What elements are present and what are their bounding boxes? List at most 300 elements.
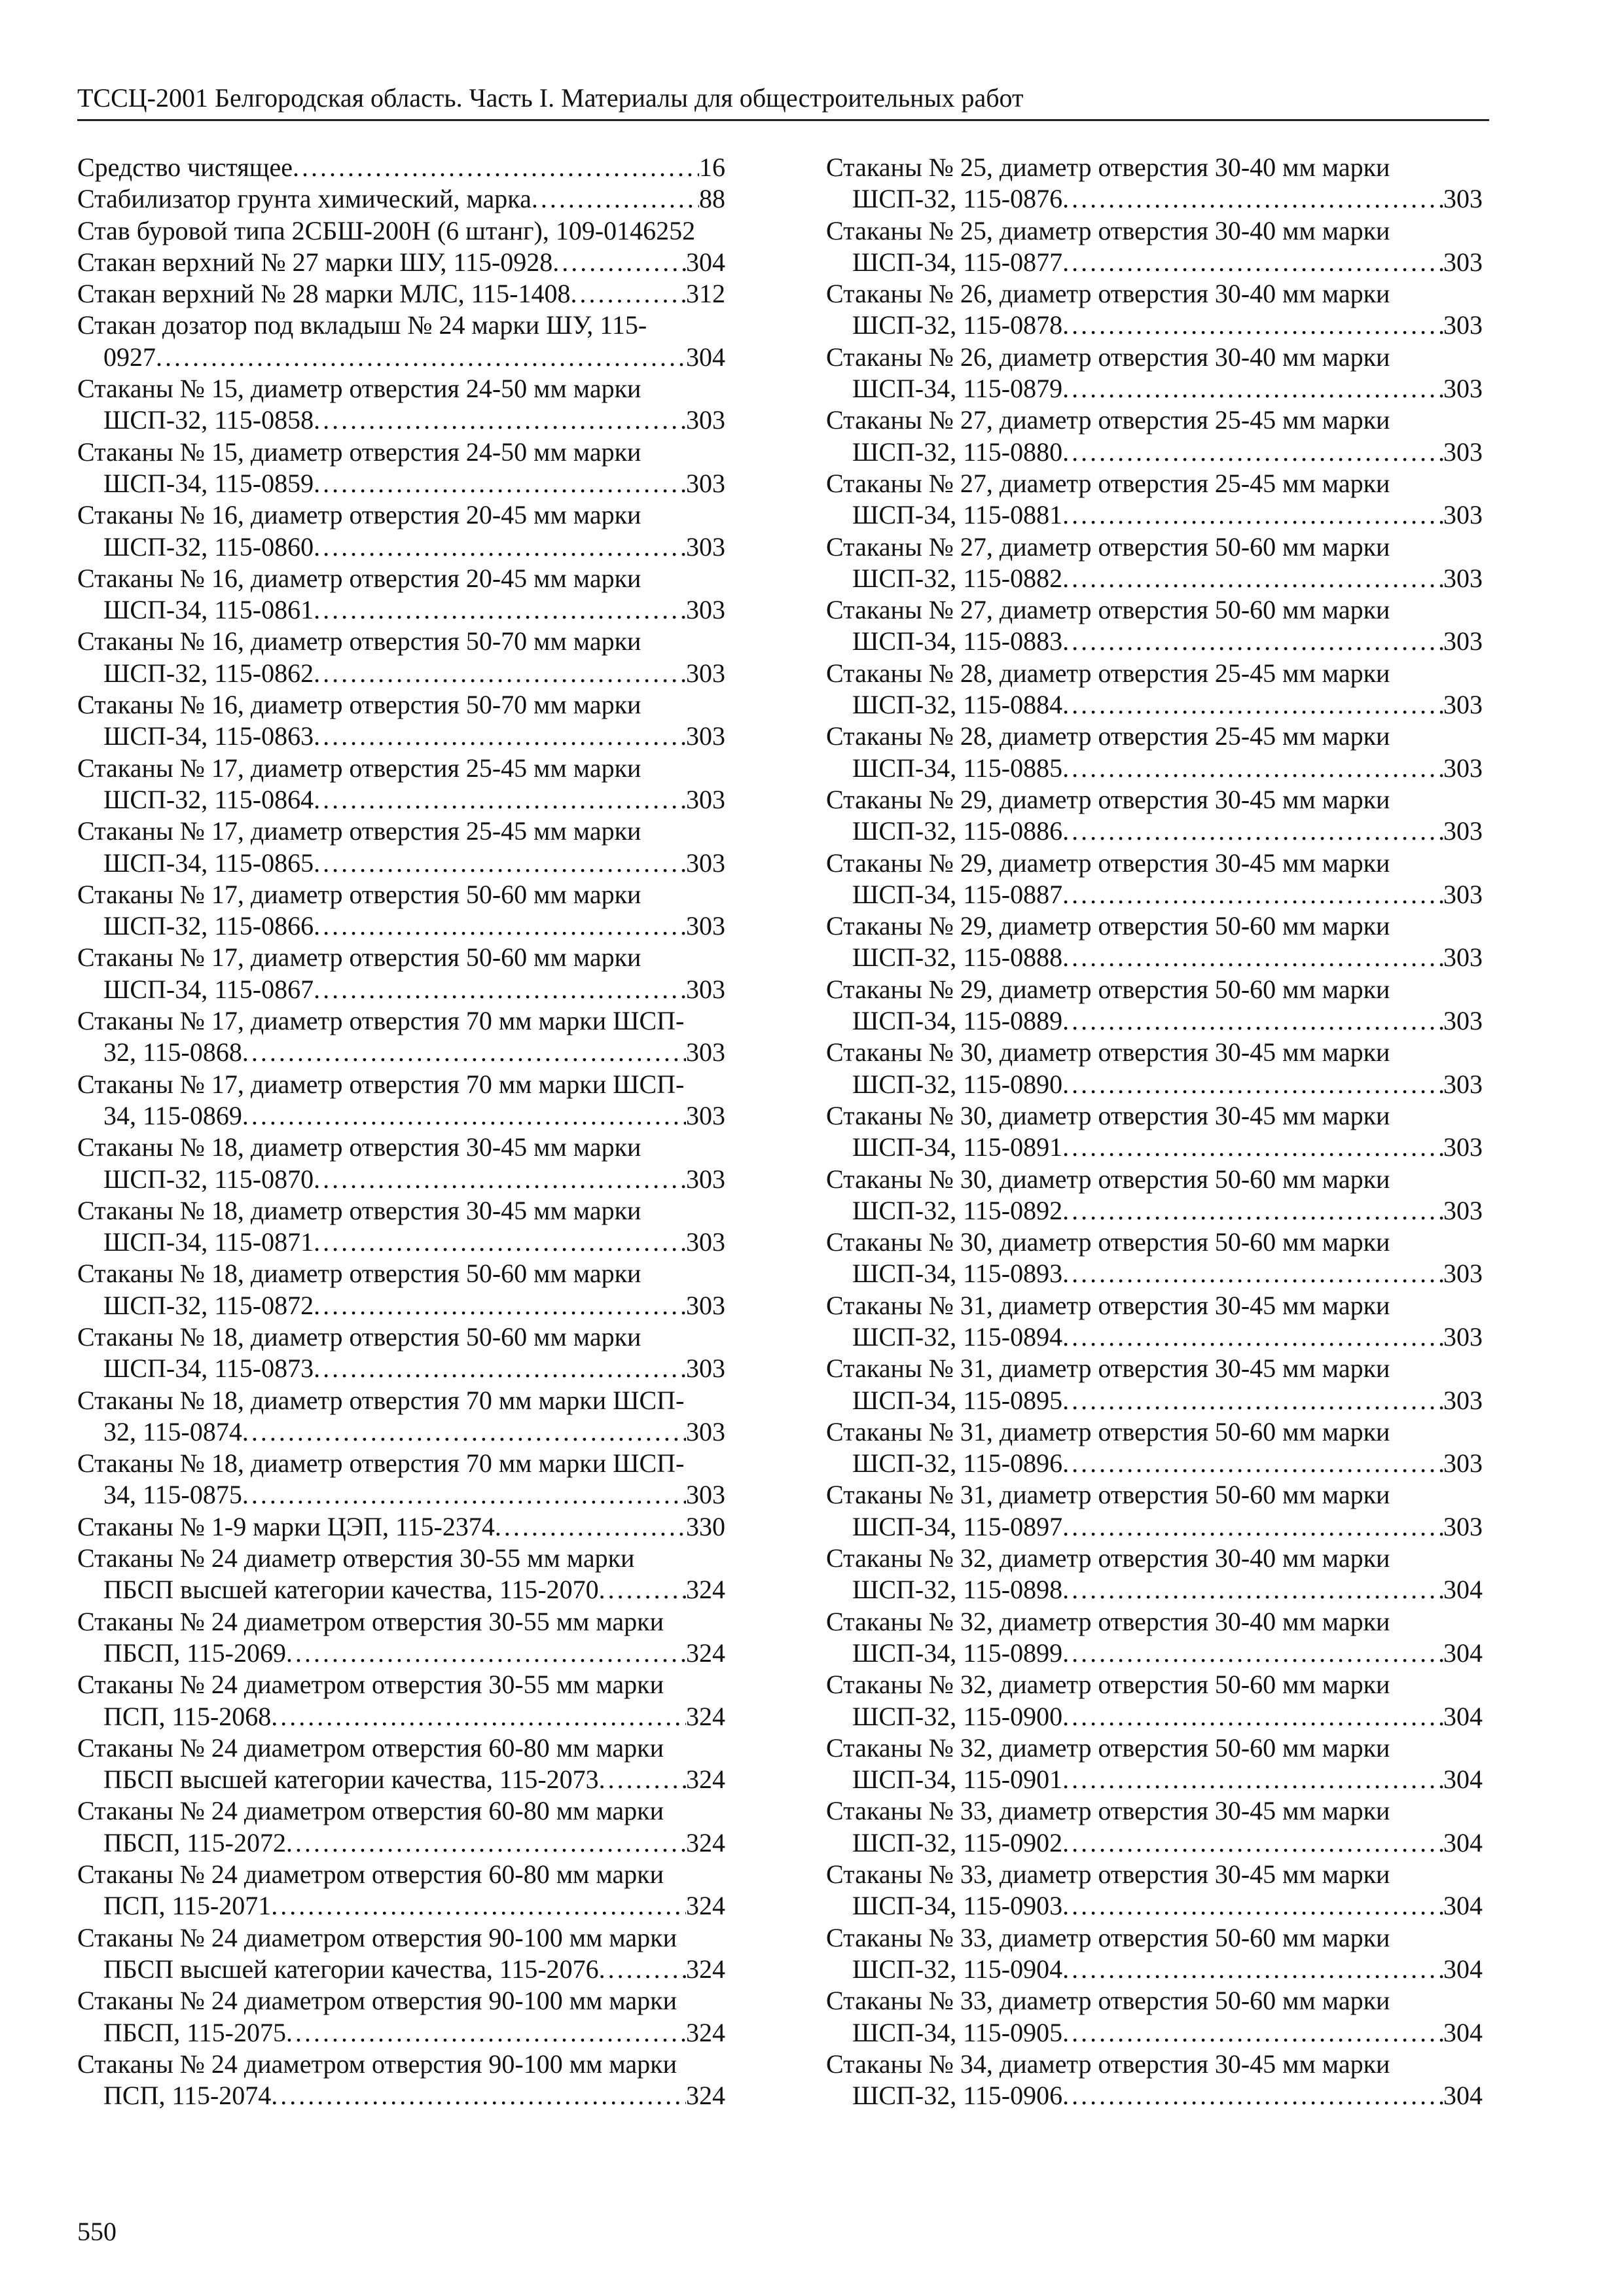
entry-text: 32, 115-0868 <box>103 1037 242 1067</box>
page-reference: 303 <box>1443 1385 1483 1415</box>
page-reference: 303 <box>1443 1259 1483 1289</box>
entry-continuation <box>77 468 725 499</box>
index-entry <box>826 1922 1483 1986</box>
page-reference: 303 <box>686 784 725 814</box>
entry-continuation <box>77 974 725 1005</box>
page-reference: 324 <box>686 2081 725 2111</box>
entry-line: Стаканы № 27, диаметр отверстия 50-60 мм марки <box>826 595 1390 625</box>
entry-text: ШСП-32, 115-0866 <box>103 911 314 941</box>
page-reference: 303 <box>686 1164 725 1194</box>
entry-continuation <box>77 1479 725 1511</box>
dot-leader <box>314 1227 686 1258</box>
entry-continuation <box>826 437 1483 468</box>
entry-continuation <box>77 848 725 879</box>
entry-continuation <box>826 1069 1483 1100</box>
page-reference: 303 <box>1443 500 1483 530</box>
dot-leader <box>599 1954 686 1985</box>
entry-line: Стаканы № 24 диаметром отверстия 90-100 мм марки <box>77 2049 677 2079</box>
page-reference: 304 <box>1443 1827 1483 1857</box>
dot-leader <box>1062 1448 1443 1479</box>
entry-continuation <box>77 404 725 436</box>
dot-leader <box>1062 1701 1443 1732</box>
page-reference: 303 <box>1443 1195 1483 1225</box>
entry-continuation <box>826 1954 1483 1985</box>
entry-text: ШСП-34, 115-0881 <box>852 500 1063 530</box>
dot-leader <box>242 1416 686 1448</box>
entry-line: Стаканы № 15, диаметр отверстия 24-50 мм марки <box>77 374 641 404</box>
entry-line: Стаканы № 29, диаметр отверстия 50-60 мм марки <box>826 974 1390 1004</box>
page-reference: 303 <box>686 405 725 435</box>
dot-leader <box>1062 1954 1443 1985</box>
entry-line: Стаканы № 27, диаметр отверстия 25-45 мм марки <box>826 468 1390 498</box>
dot-leader <box>314 658 686 689</box>
page-reference: 303 <box>1443 1006 1483 1036</box>
entry-line: Стаканы № 30, диаметр отверстия 50-60 мм марки <box>826 1227 1390 1257</box>
entry-text: ШСП-34, 115-0905 <box>852 2017 1063 2047</box>
dot-leader <box>1062 1511 1443 1543</box>
entry-text: ШСП-32, 115-0864 <box>103 784 314 814</box>
dot-leader <box>314 594 686 626</box>
entry-line: Стаканы № 33, диаметр отверстия 30-45 мм марки <box>826 1796 1390 1826</box>
entry-continuation <box>77 594 725 626</box>
index-entry <box>77 626 725 689</box>
page-reference: 303 <box>686 848 725 878</box>
dot-leader <box>242 1100 686 1132</box>
entry-continuation <box>77 1290 725 1321</box>
index-entry <box>77 816 725 879</box>
dot-leader <box>552 247 686 278</box>
index-entry <box>77 2049 725 2112</box>
entry-continuation <box>77 1701 725 1732</box>
dot-leader <box>1062 1321 1443 1353</box>
entry-continuation <box>77 1416 725 1448</box>
entry-continuation <box>77 183 725 215</box>
page-reference: 303 <box>686 468 725 498</box>
entry-line: Стаканы № 17, диаметр отверстия 70 мм марки ШСП- <box>77 1006 685 1036</box>
entry-text: ШСП-34, 115-0877 <box>852 247 1063 277</box>
page-reference: 304 <box>1443 1701 1483 1731</box>
index-entry <box>826 1985 1483 2049</box>
entry-continuation <box>77 247 725 278</box>
entry-line: Стаканы № 34, диаметр отверстия 30-45 мм марки <box>826 2049 1390 2079</box>
entry-continuation <box>826 1890 1483 1922</box>
entry-text: ПСП, 115-2068 <box>103 1701 272 1731</box>
page-reference: 304 <box>1443 1575 1483 1605</box>
entry-text: ШСП-34, 115-0887 <box>852 879 1063 909</box>
index-entry <box>826 721 1483 784</box>
index-entry <box>77 1795 725 1859</box>
dot-leader <box>271 1890 686 1922</box>
dot-leader <box>1062 1069 1443 1100</box>
entry-continuation <box>826 626 1483 657</box>
dot-leader <box>571 278 687 310</box>
entry-text: ШСП-34, 115-0885 <box>852 753 1063 783</box>
dot-leader <box>314 1290 686 1321</box>
index-entry <box>77 1511 725 1543</box>
index-entry <box>826 1416 1483 1480</box>
entry-text: ПБСП, 115-2075 <box>103 2017 286 2047</box>
entry-line: Стаканы № 18, диаметр отверстия 50-60 мм марки <box>77 1259 641 1289</box>
entry-text: ПСП, 115-2071 <box>103 1891 272 1921</box>
index-entry <box>77 563 725 626</box>
running-header: ТССЦ-2001 Белгородская область. Часть I. Материалы для общестроительных работ <box>77 84 1489 121</box>
index-entry <box>77 499 725 563</box>
entry-text: ШСП-34, 115-0897 <box>852 1511 1063 1541</box>
entry-line: Стаканы № 29, диаметр отверстия 30-45 мм марки <box>826 848 1390 878</box>
page-reference: 303 <box>1443 942 1483 973</box>
dot-leader <box>271 1701 686 1732</box>
index-entry <box>77 215 725 247</box>
entry-text: 34, 115-0875 <box>103 1480 242 1510</box>
entry-text: ПБСП высшей категории качества, 115-2073 <box>103 1765 599 1795</box>
entry-text: ШСП-32, 115-0890 <box>852 1069 1063 1099</box>
entry-text: ШСП-34, 115-0867 <box>103 974 314 1004</box>
entry-text: ПБСП, 115-2072 <box>103 1827 286 1857</box>
page-reference: 304 <box>1443 1954 1483 1984</box>
page-reference: 324 <box>686 1827 725 1857</box>
index-entry <box>77 1005 725 1069</box>
entry-text: ШСП-32, 115-0892 <box>852 1195 1063 1225</box>
entry-continuation <box>77 2080 725 2111</box>
entry-line: Став буровой типа 2СБШ-200Н (6 штанг), 109-0146252 <box>77 215 696 245</box>
entry-continuation <box>77 1227 725 1258</box>
entry-line: Стаканы № 32, диаметр отверстия 50-60 мм марки <box>826 1732 1390 1763</box>
dot-leader <box>1062 499 1443 531</box>
entry-text: ШСП-34, 115-0859 <box>103 468 314 498</box>
dot-leader <box>271 2080 686 2111</box>
entry-line: Стаканы № 17, диаметр отверстия 25-45 мм марки <box>77 816 641 846</box>
page-reference: 324 <box>686 1701 725 1731</box>
entry-text: ШСП-32, 115-0876 <box>852 184 1063 214</box>
dot-leader <box>532 183 699 215</box>
index-entry <box>826 1100 1483 1164</box>
entry-text: ПБСП высшей категории качества, 115-2070 <box>103 1575 599 1605</box>
entry-line: Стаканы № 16, диаметр отверстия 20-45 мм марки <box>77 500 641 530</box>
entry-continuation <box>77 531 725 563</box>
entry-line: Стаканы № 17, диаметр отверстия 70 мм марки ШСП- <box>77 1069 685 1099</box>
page-reference: 304 <box>1443 2081 1483 2111</box>
index-entry <box>826 1227 1483 1290</box>
index-entry <box>77 1448 725 1511</box>
index-entry <box>77 879 725 942</box>
entry-text: ШСП-34, 115-0883 <box>852 626 1063 656</box>
page-reference: 303 <box>1443 1448 1483 1479</box>
entry-continuation <box>77 1353 725 1384</box>
entry-line: Стаканы № 33, диаметр отверстия 30-45 мм марки <box>826 1859 1390 1890</box>
page-reference: 303 <box>686 531 725 562</box>
entry-continuation <box>77 1100 725 1132</box>
index-entry <box>826 784 1483 848</box>
index-column-left <box>77 152 725 2111</box>
page-reference: 324 <box>686 1575 725 1605</box>
page-reference: 303 <box>686 595 725 625</box>
index-entry <box>826 1353 1483 1416</box>
entry-continuation <box>77 1954 725 1985</box>
dot-leader <box>1062 437 1443 468</box>
index-entry <box>77 278 725 310</box>
index-entry <box>77 373 725 437</box>
dot-leader <box>1062 1195 1443 1227</box>
index-entry <box>77 1669 725 1732</box>
entry-line: Стаканы № 16, диаметр отверстия 50-70 мм марки <box>77 690 641 720</box>
entry-continuation <box>77 278 725 310</box>
dot-leader <box>1062 2017 1443 2049</box>
page-reference: 304 <box>686 247 725 277</box>
entry-line: Стаканы № 24 диаметром отверстия 60-80 мм марки <box>77 1732 664 1763</box>
entry-line: Стаканы № 15, диаметр отверстия 24-50 мм марки <box>77 437 641 467</box>
index-entry <box>826 974 1483 1037</box>
entry-continuation <box>826 183 1483 215</box>
entry-continuation <box>826 689 1483 721</box>
page-reference: 88 <box>699 184 725 214</box>
dot-leader <box>242 1037 686 1068</box>
entry-line: Стаканы № 32, диаметр отверстия 50-60 мм марки <box>826 1670 1390 1700</box>
index-entry <box>77 1606 725 1670</box>
page-reference: 303 <box>1443 563 1483 593</box>
entry-line: Стаканы № 18, диаметр отверстия 70 мм марки ШСП- <box>77 1385 685 1415</box>
entry-line: Стаканы № 28, диаметр отверстия 25-45 мм марки <box>826 658 1390 688</box>
entry-text: ШСП-32, 115-0900 <box>852 1701 1063 1731</box>
index-entry <box>826 1479 1483 1543</box>
page-reference: 303 <box>1443 437 1483 467</box>
page-reference: 303 <box>1443 247 1483 277</box>
entry-text: ШСП-34, 115-0903 <box>852 1891 1063 1921</box>
entry-text: Стакан верхний № 27 марки ШУ, 115-0928 <box>77 247 553 277</box>
entry-continuation <box>77 1827 725 1859</box>
index-entry <box>77 942 725 1005</box>
dot-leader <box>495 1511 686 1543</box>
entry-line: Стаканы № 18, диаметр отверстия 30-45 мм марки <box>77 1195 641 1225</box>
entry-line: Стаканы № 29, диаметр отверстия 50-60 мм марки <box>826 911 1390 941</box>
entry-line: Стаканы № 16, диаметр отверстия 20-45 мм марки <box>77 563 641 593</box>
entry-continuation <box>826 373 1483 404</box>
entry-line: Стаканы № 24 диаметром отверстия 90-100 мм марки <box>77 1922 677 1952</box>
index-entry <box>826 658 1483 721</box>
entry-continuation <box>77 910 725 942</box>
dot-leader <box>1062 563 1443 594</box>
entry-line: Стаканы № 27, диаметр отверстия 50-60 мм марки <box>826 531 1390 562</box>
index-entry <box>826 1732 1483 1796</box>
entry-continuation <box>826 1448 1483 1479</box>
index-entry <box>826 1859 1483 1922</box>
dot-leader <box>1062 1764 1443 1795</box>
entry-line: Стаканы № 31, диаметр отверстия 30-45 мм марки <box>826 1290 1390 1320</box>
entry-continuation <box>77 784 725 816</box>
entry-continuation <box>826 1005 1483 1037</box>
dot-leader <box>293 152 699 183</box>
entry-continuation <box>77 658 725 689</box>
index-entry <box>826 468 1483 531</box>
dot-leader <box>1062 1385 1443 1416</box>
entry-text: ШСП-32, 115-0858 <box>103 405 314 435</box>
page-reference: 304 <box>1443 1765 1483 1795</box>
entry-line: Стаканы № 31, диаметр отверстия 50-60 мм марки <box>826 1480 1390 1510</box>
entry-line: Стаканы № 33, диаметр отверстия 50-60 мм марки <box>826 1986 1390 2016</box>
page-reference: 303 <box>1443 879 1483 909</box>
dot-leader <box>1062 1574 1443 1605</box>
index-entry <box>826 2049 1483 2112</box>
entry-text: ШСП-32, 115-0870 <box>103 1164 314 1194</box>
entry-line: Стаканы № 18, диаметр отверстия 70 мм марки ШСП- <box>77 1448 685 1479</box>
page-reference: 303 <box>1443 1069 1483 1099</box>
entry-line: Стаканы № 27, диаметр отверстия 25-45 мм марки <box>826 405 1390 435</box>
entry-continuation <box>826 1827 1483 1859</box>
entry-continuation <box>826 1321 1483 1353</box>
dot-leader <box>314 784 686 816</box>
entry-continuation <box>826 2080 1483 2111</box>
entry-text: 0927 <box>103 342 156 372</box>
entry-text: ШСП-34, 115-0899 <box>852 1638 1063 1668</box>
page-reference: 303 <box>1443 184 1483 214</box>
dot-leader <box>314 721 686 752</box>
entry-text: Стаканы № 1-9 марки ЦЭП, 115-2374 <box>77 1511 495 1541</box>
entry-continuation <box>826 1385 1483 1416</box>
entry-continuation <box>826 816 1483 847</box>
entry-continuation <box>77 152 725 183</box>
page-reference: 324 <box>686 1638 725 1668</box>
entry-continuation <box>826 499 1483 531</box>
index-entry <box>826 152 1483 215</box>
dot-leader <box>1062 1005 1443 1037</box>
page-reference: 303 <box>686 911 725 941</box>
page-reference: 303 <box>686 1037 725 1067</box>
entry-line: Стаканы № 17, диаметр отверстия 50-60 мм марки <box>77 879 641 909</box>
entry-text: ШСП-34, 115-0891 <box>852 1132 1063 1162</box>
entry-continuation <box>77 1164 725 1195</box>
entry-text: ШСП-32, 115-0898 <box>852 1575 1063 1605</box>
index-entry <box>826 1290 1483 1354</box>
page-reference: 304 <box>1443 1891 1483 1921</box>
dot-leader <box>1062 310 1443 341</box>
index-entry <box>77 1859 725 1922</box>
index-entry <box>77 753 725 816</box>
index-entry <box>826 1037 1483 1100</box>
index-entry <box>77 1543 725 1606</box>
entry-line: Стаканы № 32, диаметр отверстия 30-40 мм марки <box>826 1543 1390 1573</box>
dot-leader <box>156 342 686 373</box>
index-entry <box>826 1543 1483 1606</box>
entry-text: ШСП-34, 115-0861 <box>103 595 314 625</box>
dot-leader <box>1062 1890 1443 1922</box>
entry-line: Стаканы № 24 диаметром отверстия 60-80 мм марки <box>77 1859 664 1890</box>
entry-continuation <box>77 342 725 373</box>
entry-line: Стаканы № 33, диаметр отверстия 50-60 мм марки <box>826 1922 1390 1952</box>
entry-continuation <box>826 2017 1483 2049</box>
entry-line: Стаканы № 25, диаметр отверстия 30-40 мм марки <box>826 152 1390 182</box>
entry-text: ПБСП высшей категории качества, 115-2076 <box>103 1954 599 1984</box>
page-reference: 303 <box>1443 690 1483 720</box>
entry-continuation <box>826 1195 1483 1227</box>
entry-continuation <box>77 1638 725 1669</box>
entry-line: Стаканы № 29, диаметр отверстия 30-45 мм марки <box>826 784 1390 814</box>
index-entry <box>77 1385 725 1448</box>
index-entry <box>826 1606 1483 1670</box>
entry-line: Стаканы № 32, диаметр отверстия 30-40 мм марки <box>826 1606 1390 1636</box>
page-number: 550 <box>77 2217 117 2246</box>
entry-text: ШСП-32, 115-0880 <box>852 437 1063 467</box>
entry-continuation <box>826 1701 1483 1732</box>
entry-line: Стаканы № 24 диаметром отверстия 60-80 мм марки <box>77 1796 664 1826</box>
entry-continuation <box>77 1574 725 1605</box>
entry-text: Средство чистящее <box>77 152 293 182</box>
index-entry <box>77 1195 725 1259</box>
index-entry <box>77 1321 725 1385</box>
page-reference: 324 <box>686 1954 725 1984</box>
dot-leader <box>1062 183 1443 215</box>
index-entry <box>826 594 1483 658</box>
index-entry <box>826 278 1483 342</box>
entry-line: Стакан дозатор под вкладыш № 24 марки ШУ, 115- <box>77 310 647 340</box>
index-entry <box>826 215 1483 279</box>
entry-text: ШСП-32, 115-0860 <box>103 531 314 562</box>
index-entry <box>77 1922 725 1986</box>
page-reference: 303 <box>686 1290 725 1320</box>
entry-text: ШСП-32, 115-0906 <box>852 2081 1063 2111</box>
entry-text: Стабилизатор грунта химический, марка <box>77 184 532 214</box>
entry-line: Стаканы № 28, диаметр отверстия 25-45 мм марки <box>826 721 1390 751</box>
page-reference: 324 <box>686 1765 725 1795</box>
entry-text: ШСП-34, 115-0873 <box>103 1354 314 1384</box>
dot-leader <box>286 2017 686 2049</box>
index-entry <box>77 689 725 753</box>
dot-leader <box>599 1764 686 1795</box>
entry-text: ШСП-32, 115-0862 <box>103 658 314 688</box>
page-reference: 303 <box>686 1416 725 1446</box>
dot-leader <box>1062 2080 1443 2111</box>
entry-line: Стаканы № 17, диаметр отверстия 50-60 мм марки <box>77 942 641 973</box>
entry-continuation <box>826 879 1483 910</box>
index-entry <box>826 910 1483 974</box>
entry-line: Стаканы № 30, диаметр отверстия 50-60 мм марки <box>826 1164 1390 1194</box>
page-reference: 303 <box>686 974 725 1004</box>
index-entry <box>77 183 725 215</box>
entry-line: Стаканы № 31, диаметр отверстия 50-60 мм марки <box>826 1416 1390 1446</box>
page-reference: 303 <box>1443 374 1483 404</box>
entry-text: 34, 115-0869 <box>103 1100 242 1130</box>
entry-line: Стаканы № 25, диаметр отверстия 30-40 мм марки <box>826 215 1390 245</box>
page-reference: 16 <box>699 152 725 182</box>
dot-leader <box>1062 689 1443 721</box>
dot-leader <box>1062 373 1443 404</box>
index-entry <box>77 1069 725 1132</box>
index-entry <box>826 404 1483 468</box>
dot-leader <box>314 468 686 499</box>
entry-line: Стаканы № 18, диаметр отверстия 30-45 мм марки <box>77 1132 641 1162</box>
entry-line: Стаканы № 17, диаметр отверстия 25-45 мм марки <box>77 753 641 783</box>
index-entry <box>77 1985 725 2049</box>
entry-continuation <box>826 310 1483 341</box>
page-reference: 304 <box>1443 1638 1483 1668</box>
dot-leader <box>314 1353 686 1384</box>
dot-leader <box>286 1638 686 1669</box>
entry-text: Стакан верхний № 28 марки МЛС, 115-1408 <box>77 279 571 309</box>
dot-leader <box>286 1827 686 1859</box>
entry-text: ШСП-34, 115-0879 <box>852 374 1063 404</box>
page-reference: 303 <box>1443 1132 1483 1162</box>
index-entry <box>77 1258 725 1321</box>
entry-continuation <box>826 753 1483 784</box>
entry-text: ШСП-32, 115-0886 <box>852 816 1063 846</box>
entry-text: ШСП-34, 115-0889 <box>852 1006 1063 1036</box>
entry-continuation <box>826 942 1483 973</box>
dot-leader <box>599 1574 686 1605</box>
entry-continuation <box>826 1574 1483 1605</box>
entry-text: ШСП-34, 115-0863 <box>103 721 314 751</box>
page-reference: 303 <box>686 1100 725 1130</box>
entry-text: ШСП-34, 115-0895 <box>852 1385 1063 1415</box>
dot-leader <box>314 1164 686 1195</box>
entry-text: ШСП-32, 115-0884 <box>852 690 1063 720</box>
